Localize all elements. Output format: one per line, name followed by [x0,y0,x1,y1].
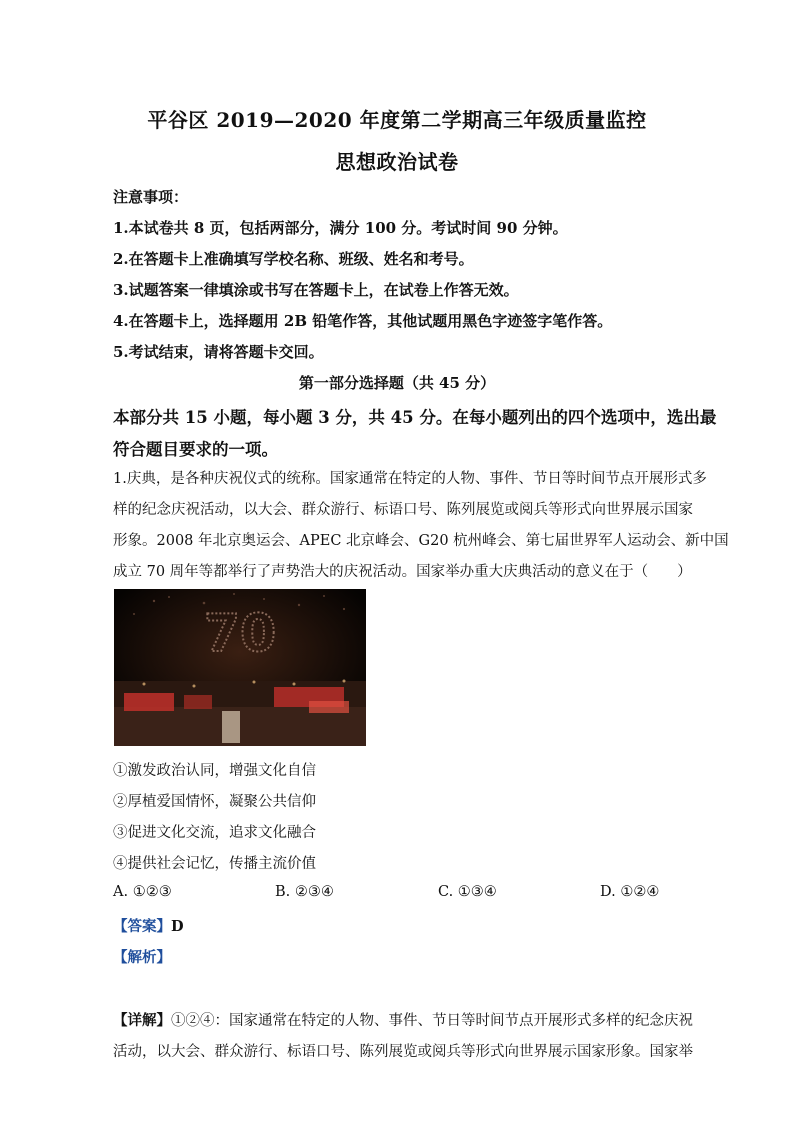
statement-item: ①激发政治认同，增强文化自信 [113,763,316,779]
notice-item: 4.在答题卡上，选择题用 2B 铅笔作答，其他试题用黑色字迹签字笔作答。 [113,312,613,330]
analysis-tag: 【解析】 [113,949,171,966]
celebration-photo [114,589,366,746]
analysis-line [113,946,703,967]
statement-item: ③促进文化交流，追求文化融合 [113,825,316,841]
detail-line [113,1009,703,1030]
question-text: 样的纪念庆祝活动，以大会、群众游行、标语口号、陈列展览或阅兵等形式向世界展示国家 [113,502,693,518]
notice-item: 3.试题答案一律填涂或书写在答题卡上，在试卷上作答无效。 [113,281,519,299]
option-b: B. ②③④ [275,884,334,900]
notice-item: 1.本试卷共 8 页，包括两部分，满分 100 分。考试时间 90 分钟。 [113,219,568,237]
exam-title: 平谷区 2019—2020 年度第二学期高三年级质量监控 [147,108,647,132]
detail-text: 活动，以大会、群众游行、标语口号、陈列展览或阅兵等形式向世界展示国家形象。国家举 [113,1044,693,1060]
answer-line [113,915,703,936]
detail-tag: 【详解】 [113,1012,171,1029]
answer-tag: 【答案】 [113,918,171,935]
photo-number-70: 70 [203,604,277,664]
exam-subtitle: 思想政治试卷 [335,150,459,174]
statement-item: ④提供社会记忆，传播主流价值 [113,856,316,872]
option-c: C. ①③④ [438,884,497,900]
section-title: 第一部分选择题（共 45 分） [298,374,496,392]
notice-item: 2.在答题卡上准确填写学校名称、班级、姓名和考号。 [113,250,474,268]
section-description: 本部分共 15 小题，每小题 3 分，共 45 分。在每小题列出的四个选项中，选出最 [113,408,717,427]
option-a: A. ①②③ [113,884,172,900]
section-description: 符合题目要求的一项。 [113,440,278,459]
fireworks-illustration [114,589,366,746]
notice-item: 5.考试结束，请将答题卡交回。 [113,343,324,361]
statement-item: ②厚植爱国情怀，凝聚公共信仰 [113,794,316,810]
notice-heading: 注意事项： [113,188,189,206]
option-d: D. ①②④ [600,884,660,900]
question-text: 1.庆典，是各种庆祝仪式的统称。国家通常在特定的人物、事件、节日等时间节点开展形式多 [113,471,707,487]
answer-value: D [171,918,184,935]
detail-text: ①②④：国家通常在特定的人物、事件、节日等时间节点开展形式多样的纪念庆祝 [171,1013,693,1029]
question-text: 形象。2008 年北京奥运会、APEC 北京峰会、G20 杭州峰会、第七届世界军人运动会、新中国 [113,533,729,549]
question-text: 成立 70 周年等都举行了声势浩大的庆祝活动。国家举办重大庆典活动的意义在于（ ） [113,564,692,580]
